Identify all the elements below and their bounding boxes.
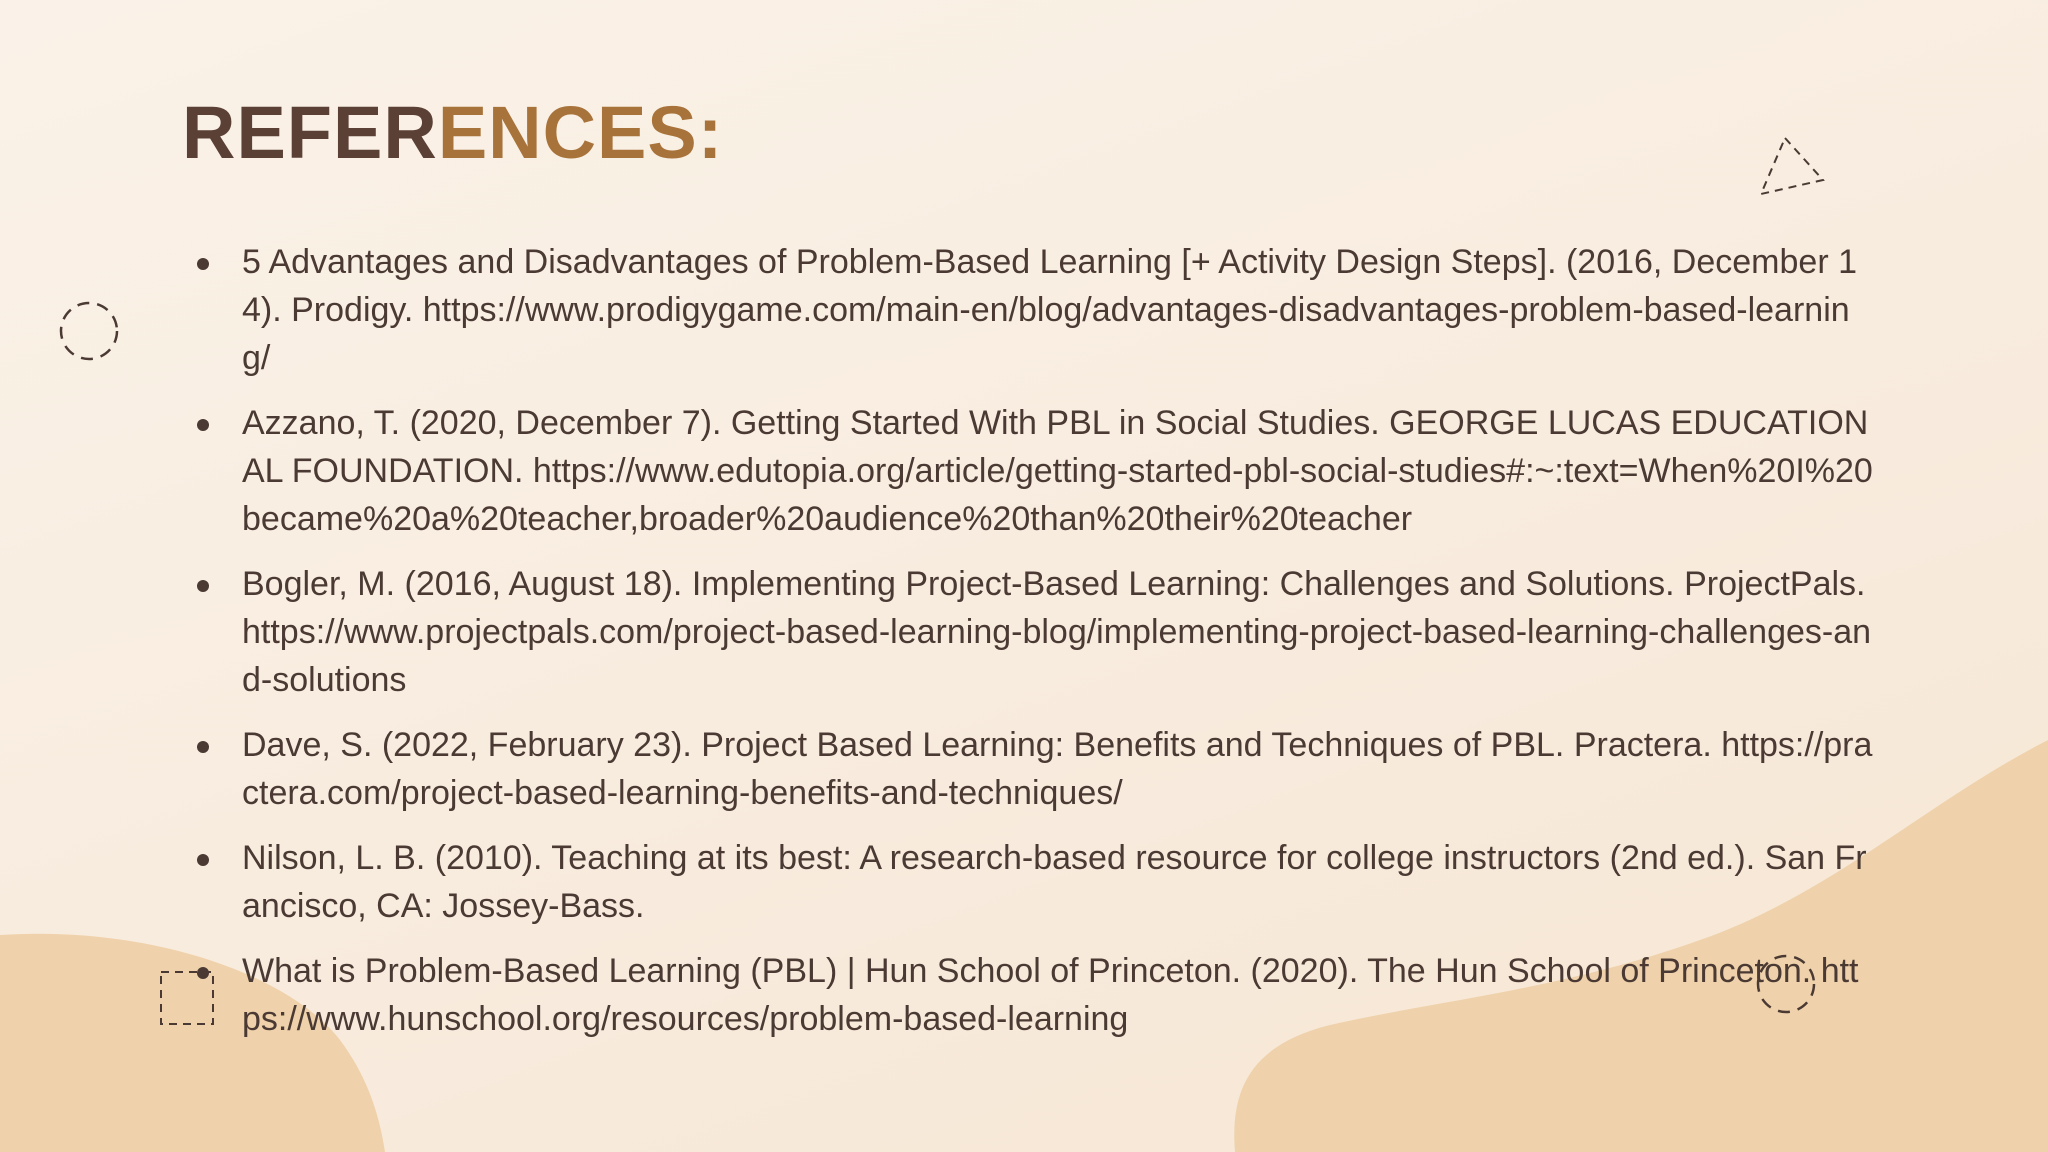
reference-item: Nilson, L. B. (2010). Teaching at its best: A research-based resource for college instructors (2nd ed.). San Francisco, CA: Jossey-Bass. — [195, 834, 1875, 930]
dashed-triangle-icon — [1755, 132, 1827, 202]
dashed-circle-icon — [56, 298, 122, 364]
reference-item: 5 Advantages and Disadvantages of Problem-Based Learning [+ Activity Design Steps]. (2016, December 14). Prodigy. https://www.prodigygame.com/main-en/blog/advantages-disadvantages-problem-based-learning/ — [195, 238, 1875, 382]
reference-item: Bogler, M. (2016, August 18). Implementing Project-Based Learning: Challenges and Solutions. ProjectPals. https://www.projectpals.com/project-based-learning-blog/implementing-project-based-learning-challenges-and-solutions — [195, 560, 1875, 704]
title-part-dark: REFER — [182, 91, 438, 174]
reference-item: What is Problem-Based Learning (PBL) | Hun School of Princeton. (2020). The Hun School of Princeton. https://www.hunschool.org/resources/problem-based-learning — [195, 947, 1875, 1043]
references-list — [195, 238, 1875, 1060]
dashed-circle-icon — [1753, 951, 1819, 1017]
reference-item: Dave, S. (2022, February 23). Project Based Learning: Benefits and Techniques of PBL. Practera. https://practera.com/project-based-learning-benefits-and-techniques/ — [195, 721, 1875, 817]
reference-item: Azzano, T. (2020, December 7). Getting Started With PBL in Social Studies. GEORGE LUCAS EDUCATIONAL FOUNDATION. https://www.edutopia.org/article/getting-started-pbl-social-studies#:~:text=When%20I%20became%20a%20teacher,broader%20audience%20than%20their%20teacher — [195, 399, 1875, 543]
dashed-square-icon — [158, 969, 216, 1027]
title-part-accent: ENCES: — [437, 91, 724, 174]
page-title — [182, 88, 723, 178]
